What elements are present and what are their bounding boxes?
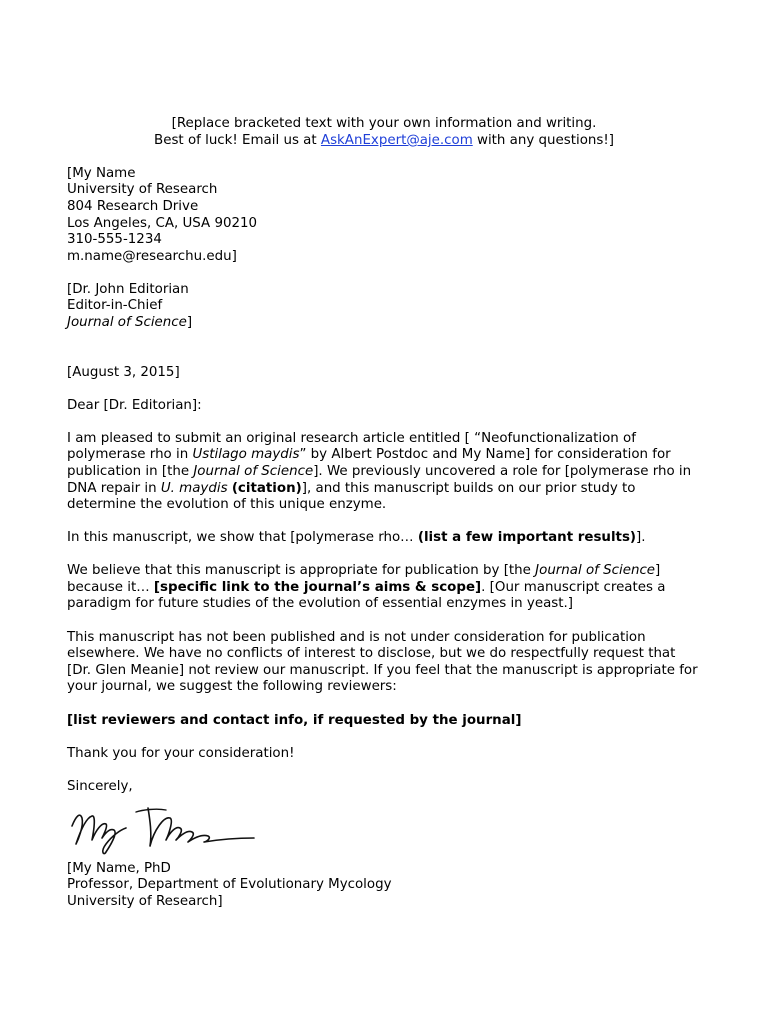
bracket-close: ]: [186, 315, 193, 330]
disclosure-line-3: [Dr. Glen Meanie] not review our manuscript. If you feel that the manuscript is appropriate for: [67, 663, 698, 678]
results-line: [67, 530, 646, 547]
disclosure-line-2: elsewhere. We have no conflicts of interest to disclose, but we do respectfully request that: [67, 646, 676, 661]
recipient-journal: [67, 315, 192, 332]
journal-title: Journal of Science: [67, 315, 187, 330]
text: In this manuscript, we show that [polymerase rho…: [67, 530, 418, 545]
intro-line-1: I am pleased to submit an original research article entitled [ “Neofunctionalization of: [67, 431, 636, 446]
sender-city: Los Angeles, CA, USA 90210: [67, 216, 258, 231]
intro-line-4: [67, 481, 635, 498]
thanks-line: Thank you for your consideration!: [67, 746, 295, 761]
intro-line-5: determine the evolution of this unique enzyme.: [67, 497, 387, 512]
text: DNA repair in: [67, 481, 161, 496]
sender-name: [My Name: [67, 166, 136, 181]
instruction-text-end: with any questions!]: [472, 133, 614, 148]
email-link[interactable]: AskAnExpert@aje.com: [320, 133, 473, 148]
instruction-line-2: [0, 133, 768, 150]
instruction-line-1: [Replace bracketed text with your own information and writing.: [171, 116, 597, 131]
text: ]. We previously uncovered a role for [polymerase rho in: [313, 464, 692, 479]
disclosure-line-1: This manuscript has not been published and is not under consideration for publication: [67, 630, 646, 645]
disclosure-line-4: your journal, we suggest the following reviewers:: [67, 679, 397, 694]
recipient-name: [Dr. John Editorian: [67, 282, 189, 297]
citation-placeholder: (citation): [231, 481, 302, 496]
recipient-title: Editor-in-Chief: [67, 298, 163, 313]
text: publication in [the: [67, 464, 194, 479]
signature-image: [66, 800, 266, 858]
text: We believe that this manuscript is appropriate for publication by [the: [67, 563, 536, 578]
sender-institution: University of Research: [67, 182, 218, 197]
text: ], and this manuscript builds on our prior study to: [301, 481, 636, 496]
text: . [Our manuscript creates a: [481, 580, 666, 595]
signoff-name: [My Name, PhD: [67, 861, 171, 876]
sender-email: m.name@researchu.edu]: [67, 249, 237, 264]
text: polymerase rho in: [67, 447, 193, 462]
instruction-text: Best of luck! Email us at: [154, 133, 321, 148]
results-placeholder: (list a few important results): [417, 530, 637, 545]
scope-placeholder: [specific link to the journal’s aims & scope]: [153, 580, 482, 595]
signoff-institution: University of Research]: [67, 894, 223, 909]
scope-line-3: paradigm for future studies of the evolution of essential enzymes in yeast.]: [67, 596, 573, 611]
closing-line: Sincerely,: [67, 779, 133, 794]
text: ]: [655, 563, 661, 578]
reviewers-text: [list reviewers and contact info, if requested by the journal]: [67, 713, 522, 728]
letter-date: [August 3, 2015]: [67, 365, 180, 380]
text: ].: [636, 530, 646, 545]
species-name: Ustilago maydis: [192, 447, 300, 462]
reviewers-placeholder: [67, 713, 521, 730]
journal-title: Journal of Science: [193, 464, 314, 479]
salutation: Dear [Dr. Editorian]:: [67, 398, 202, 413]
text: ” by Albert Postdoc and My Name] for consideration for: [299, 447, 671, 462]
sender-street: 804 Research Drive: [67, 199, 199, 214]
intro-line-2: [67, 447, 671, 464]
species-abbrev: U. maydis: [160, 481, 228, 496]
sender-phone: 310-555-1234: [67, 232, 162, 247]
scope-line-2: [67, 580, 665, 597]
signoff-position: Professor, Department of Evolutionary Mycology: [67, 877, 392, 892]
text: because it…: [67, 580, 154, 595]
scope-line-1: [67, 563, 660, 580]
journal-title: Journal of Science: [535, 563, 656, 578]
intro-line-3: [67, 464, 691, 481]
